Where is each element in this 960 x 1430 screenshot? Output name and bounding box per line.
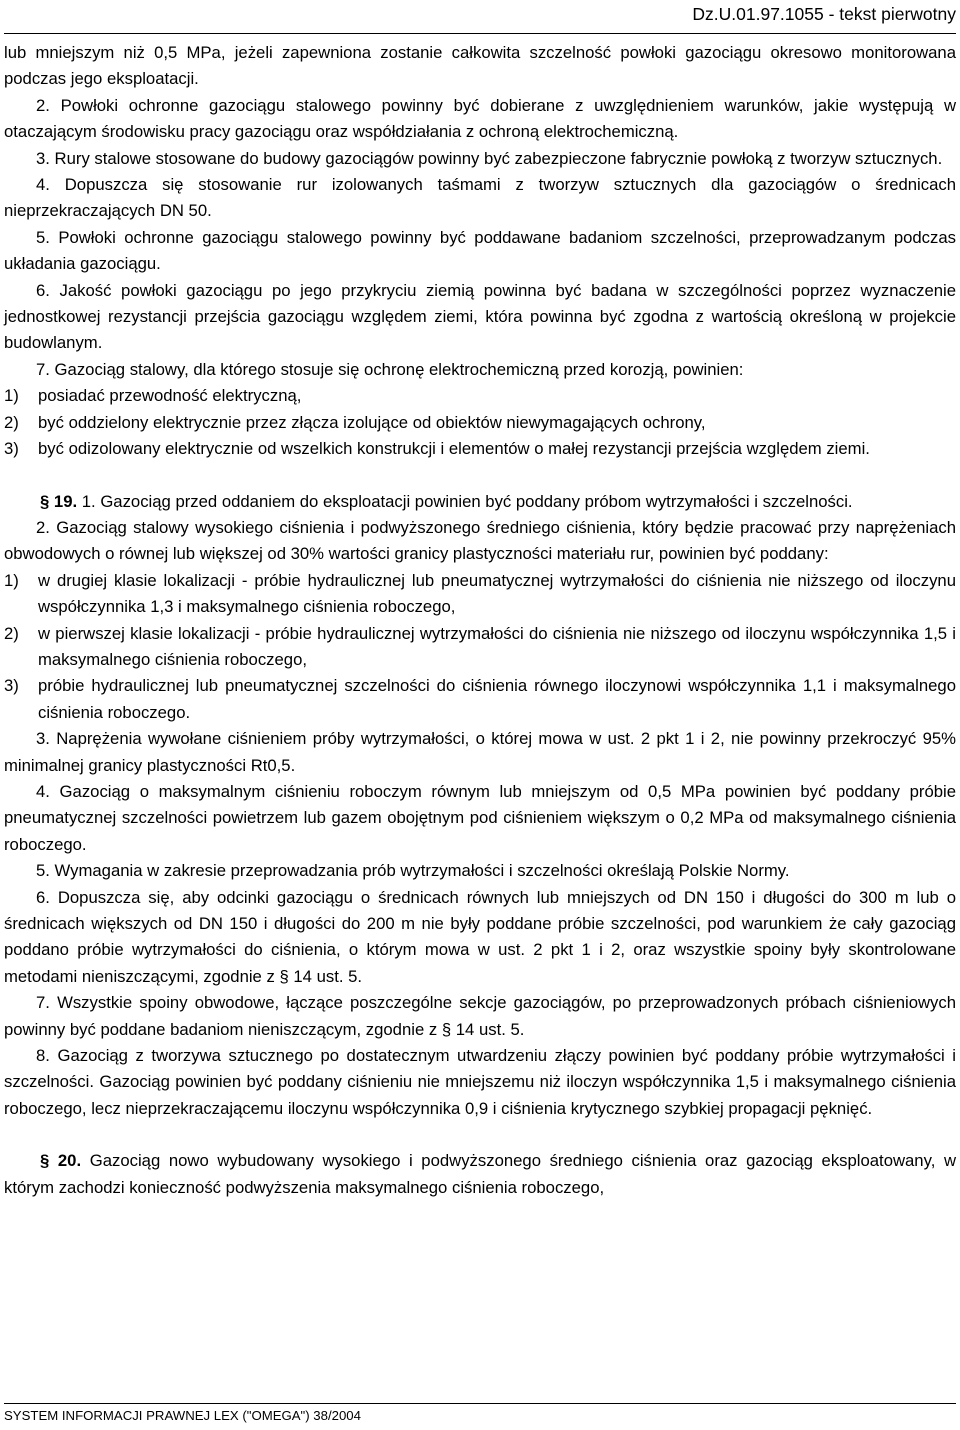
- list-item: [4, 383, 956, 409]
- header-divider: [4, 33, 956, 34]
- paragraph: 2. Powłoki ochronne gazociągu stalowego powinny być dobierane z uwzględnieniem warunków, jakie występują w otaczającym środowisku pracy gazociągu oraz współdziałania z ochroną elektrochemiczną.: [4, 95, 956, 142]
- list-text: próbie hydraulicznej lub pneumatycznej szczelności do ciśnienia równego iloczynowi współczynnika 1,1 i maksymalnego ciśnienia roboczego.: [38, 676, 956, 722]
- section-sign: §: [40, 1151, 50, 1171]
- list-number: 3): [4, 676, 19, 696]
- section-text: 1. Gazociąg przed oddaniem do eksploatacji powinien być poddany próbom wytrzymałości i szczelności.: [81, 491, 853, 511]
- paragraph: 3. Naprężenia wywołane ciśnieniem próby wytrzymałości, o której mowa w ust. 2 pkt 1 i 2, nie powinny przekroczyć 95% minimalnej granicy plastyczności Rt0,5.: [4, 729, 956, 775]
- paragraph: 4. Gazociąg o maksymalnym ciśnieniu roboczym równym lub mniejszym od 0,5 MPa powinien być poddany próbie pneumatycznej szczelności powietrzem lub gazem obojętnym pod ciśnieniem większym o 0,2 MPa od maksymalnego ciśnienia roboczego.: [4, 781, 956, 854]
- list-text: posiadać przewodność elektryczną,: [38, 386, 302, 406]
- section-sign: §: [40, 491, 50, 511]
- paragraph: 6. Dopuszcza się, aby odcinki gazociągu o średnicach równych lub mniejszych od DN 150 i długości do 300 m lub o średnicach większych od DN 150 i długości do 200 m nie były poddane próbie szczelności, pod warunkiem że cały gazociąg poddano próbie wytrzymałości do ciśnienia, o którym mowa w ust. 2 pkt 1 i 2, oraz wszystkie spoiny były skontrolowane metodami nieniszczącymi, zgodnie z § 14 ust. 5.: [4, 887, 956, 986]
- list-text: być oddzielony elektrycznie przez złącza izolujące od obiektów niewymagających ochrony,: [38, 412, 706, 432]
- paragraph: lub mniejszym niż 0,5 MPa, jeżeli zapewniona zostanie całkowita szczelność powłoki gazociągu okresowo monitorowana podczas jego eksploatacji.: [4, 43, 956, 89]
- paragraph: 4. Dopuszcza się stosowanie rur izolowanych taśmami z tworzyw sztucznych dla gazociągów o średnicach nieprzekraczających DN 50.: [4, 175, 956, 221]
- list-number: 1): [4, 386, 19, 406]
- list-item: [4, 673, 956, 726]
- paragraph: 5. Powłoki ochronne gazociągu stalowego powinny być poddawane badaniom szczelności, przeprowadzanym podczas układania gazociągu.: [4, 227, 956, 274]
- paragraph: 2. Gazociąg stalowy wysokiego ciśnienia i podwyższonego średniego ciśnienia, który będzie pracować przy naprężeniach obwodowych o równej lub większej od 30% wartości granicy plastyczności materiału rur, powinien być poddany:: [4, 517, 956, 564]
- list-number: 2): [4, 623, 19, 643]
- section-gap: [4, 1122, 956, 1148]
- list-item: [4, 568, 956, 621]
- list-text: w pierwszej klasie lokalizacji - próbie hydraulicznej wytrzymałości do ciśnienia nie niższego od iloczynu współczynnika 1,5 i maksymalnego ciśnienia roboczego,: [38, 623, 956, 669]
- document-body: [4, 40, 956, 1201]
- section-text: Gazociąg nowo wybudowany wysokiego i podwyższonego średniego ciśnienia oraz gazociąg eksploatowany, w którym zachodzi konieczność podwyższenia maksymalnego ciśnienia roboczego,: [4, 1151, 956, 1197]
- paragraph: 3. Rury stalowe stosowane do budowy gazociągów powinny być zabezpieczone fabrycznie powłoką z tworzyw sztucznych.: [36, 148, 943, 168]
- paragraph: 5. Wymagania w zakresie przeprowadzania prób wytrzymałości i szczelności określają Polskie Normy.: [36, 861, 790, 881]
- list-item: [4, 436, 956, 462]
- section-20: [4, 1148, 956, 1201]
- document-reference: Dz.U.01.97.1055 - tekst pierwotny: [692, 4, 956, 24]
- list-item: [4, 621, 956, 674]
- section-gap: [4, 463, 956, 489]
- list-number: 2): [4, 412, 19, 432]
- list-text: w drugiej klasie lokalizacji - próbie hydraulicznej lub pneumatycznej wytrzymałości do ciśnienia nie niższego od iloczynu współczynnika 1,3 i maksymalnego ciśnienia roboczego,: [38, 570, 956, 617]
- footer-source: SYSTEM INFORMACJI PRAWNEJ LEX ("OMEGA") 38/2004: [4, 1408, 361, 1423]
- paragraph: 7. Wszystkie spoiny obwodowe, łączące poszczególne sekcje gazociągów, po przeprowadzonych próbach ciśnieniowych powinny być poddane badaniom nieniszczącym, zgodnie z § 14 ust. 5.: [4, 993, 956, 1039]
- section-number: 20.: [57, 1151, 82, 1171]
- paragraph: 6. Jakość powłoki gazociągu po jego przykryciu ziemią powinna być badana w szczególności poprzez wyznaczenie jednostkowej rezystancji przejścia gazociągu względem ziemi, która powinna być zgodna z wartością określoną w projekcie budowlanym.: [4, 280, 956, 353]
- section-number: 19.: [53, 491, 78, 511]
- paragraph: 7. Gazociąg stalowy, dla którego stosuje się ochronę elektrochemiczną przed korozją, powinien:: [36, 359, 744, 379]
- list-item: [4, 410, 956, 436]
- list-number: 3): [4, 439, 19, 459]
- paragraph: 8. Gazociąg z tworzywa sztucznego po dostatecznym utwardzeniu złączy powinien być poddany próbie wytrzymałości i szczelności. Gazociąg powinien być poddany ciśnieniu nie mniejszemu niż iloczyn współczynnika 1,5 i maksymalnego ciśnienia roboczego, lecz nieprzekraczającemu iloczynu współczynnika 0,9 i ciśnienia krytycznego szybkiej propagacji pęknięć.: [4, 1046, 956, 1118]
- document-page: [4, 0, 956, 1430]
- section-19: [4, 489, 956, 515]
- footer-divider: [4, 1403, 956, 1404]
- list-number: 1): [4, 570, 19, 590]
- list-text: być odizolowany elektrycznie od wszelkich konstrukcji i elementów o małej rezystancji przejścia względem ziemi.: [38, 439, 870, 459]
